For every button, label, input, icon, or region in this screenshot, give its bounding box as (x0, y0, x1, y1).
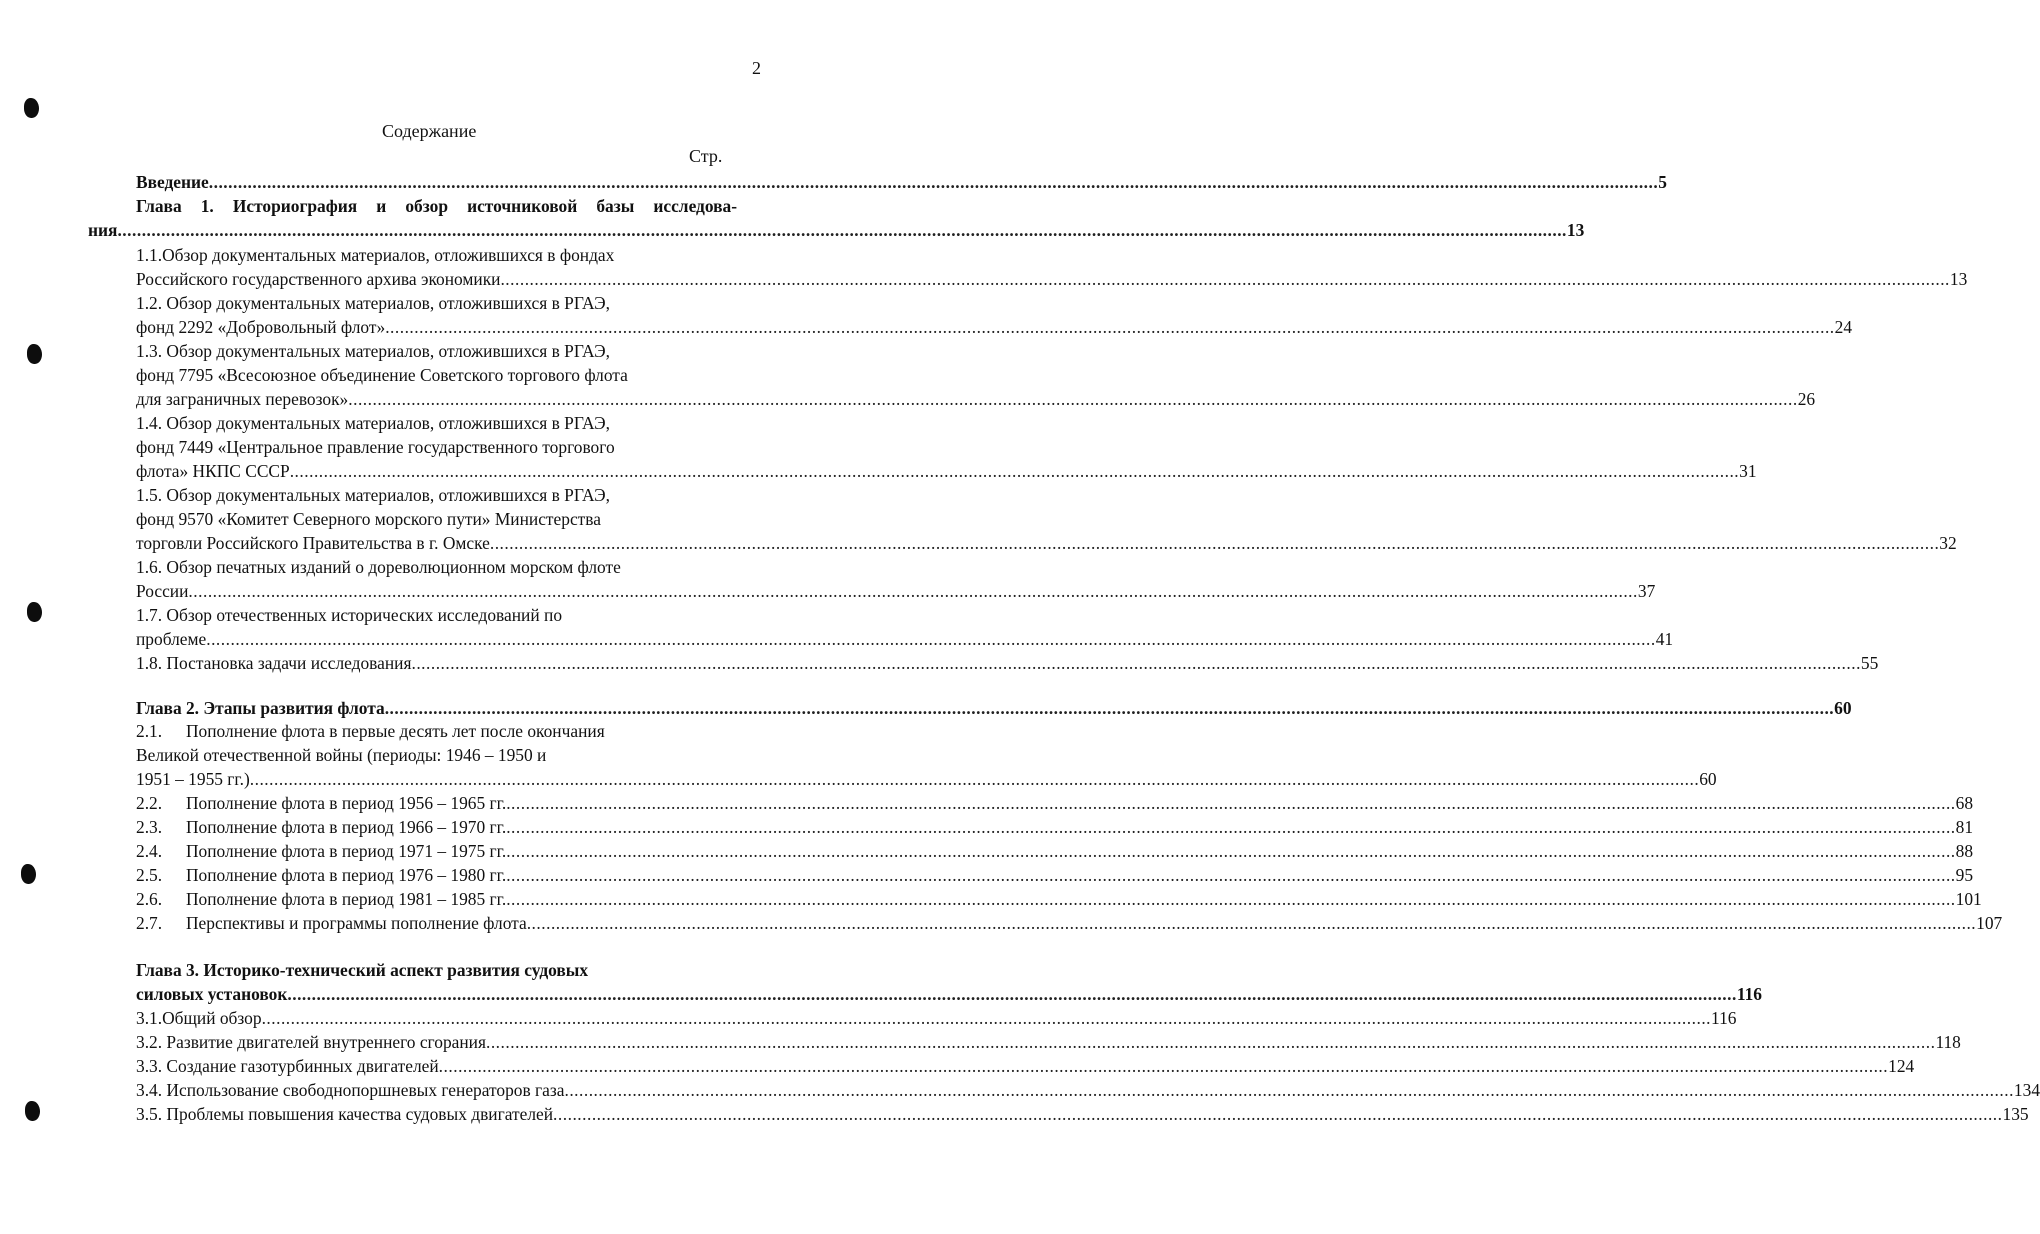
leader-dots: ........................................................................................................................................................................................................................................................................................................... (526, 913, 1977, 933)
toc-entry-text: 3.3. Создание газотурбинных двигателей (136, 1056, 439, 1076)
toc-page-number: 107 (1976, 913, 2003, 933)
punch-hole (21, 864, 36, 884)
toc-page-number: 60 (1834, 698, 1852, 718)
toc-entry-1-7[interactable]: 1.7. Обзор отечественных исторических исследований по (136, 605, 563, 625)
toc-entry-number: 2.7. (136, 913, 163, 933)
toc-entry-3-1[interactable] (136, 1006, 1737, 1030)
chapter-3-heading[interactable]: Глава 3. Историко-технический аспект развития судовых (136, 960, 589, 980)
toc-page-number: 81 (1955, 817, 1974, 837)
toc-entry-3-2[interactable] (136, 1030, 1961, 1054)
chapter-2-heading[interactable] (136, 696, 1852, 720)
toc-page-number: 88 (1955, 841, 1974, 861)
toc-entry-1-5[interactable]: 1.5. Обзор документальных материалов, отложившихся в РГАЭ, (136, 485, 610, 505)
toc-entry-number: 2.5. (136, 865, 163, 885)
toc-entry-text: фонд 2292 «Добровольный флот» (136, 317, 386, 337)
leader-dots: ........................................................................................................................................................................................................................................................................................................... (117, 220, 1567, 240)
chapter-1-heading[interactable]: Глава 1. Историография и обзор источниковой базы исследова- (136, 196, 737, 216)
toc-entry-2-1-line2: Великой отечественной войны (периоды: 1946 – 1950 и (136, 745, 547, 765)
toc-page-number: 41 (1655, 629, 1674, 649)
leader-dots: ........................................................................................................................................................................................................................................................................................................... (500, 269, 1950, 289)
toc-entry-text: ния (88, 220, 118, 240)
leader-dots: ........................................................................................................................................................................................................................................................................................................... (385, 317, 1835, 337)
leader-dots: ........................................................................................................................................................................................................................................................................................................... (506, 889, 1956, 909)
toc-page-number: 31 (1739, 461, 1757, 481)
toc-entry-3-4[interactable] (136, 1078, 2040, 1102)
toc-entry-text: Пополнение флота в период 1971 – 1975 гг. (186, 841, 507, 861)
toc-entry-1-3-line2: фонд 7795 «Всесоюзное объединение Советского торгового флота (136, 365, 628, 385)
toc-entry-2-3[interactable] (136, 815, 1974, 839)
toc-entry-text: Пополнение флота в период 1956 – 1965 гг. (186, 793, 507, 813)
leader-dots: ........................................................................................................................................................................................................................................................................................................... (506, 865, 1956, 885)
toc-entry-1-8[interactable] (136, 651, 1879, 675)
punch-hole (27, 602, 42, 622)
punch-hole (27, 344, 42, 364)
leader-dots: ........................................................................................................................................................................................................................................................................................................... (506, 841, 1956, 861)
leader-dots: ........................................................................................................................................................................................................................................................................................................... (249, 769, 1700, 789)
toc-entry-2-1-cont[interactable] (136, 767, 1717, 791)
chapter-3-heading-cont[interactable] (136, 982, 1762, 1006)
toc-entry-1-2-cont[interactable] (136, 315, 1853, 339)
toc-entry-text: Пополнение флота в период 1976 – 1980 гг. (186, 865, 507, 885)
toc-entry-text: 3.1.Общий обзор (136, 1008, 262, 1028)
toc-entry-text: для заграничных перевозок» (136, 389, 349, 409)
toc-page-number: 116 (1736, 984, 1762, 1004)
toc-entry-1-3[interactable]: 1.3. Обзор документальных материалов, отложившихся в РГАЭ, (136, 341, 610, 361)
toc-entry-1-6[interactable]: 1.6. Обзор печатных изданий о дореволюционном морском флоте (136, 557, 621, 577)
leader-dots: ........................................................................................................................................................................................................................................................................................................... (506, 817, 1956, 837)
toc-entry-1-6-cont[interactable] (136, 579, 1656, 603)
leader-dots: ........................................................................................................................................................................................................................................................................................................... (564, 1080, 2014, 1100)
toc-page-number: 13 (1566, 220, 1585, 240)
toc-entry-text: Перспективы и программы пополнение флота (186, 913, 527, 933)
toc-entry-2-2[interactable] (136, 791, 1974, 815)
toc-entry-1-4-cont[interactable] (136, 459, 1757, 483)
toc-page-number: 101 (1955, 889, 1982, 909)
toc-entry-text: Введение (136, 172, 209, 192)
leader-dots: ........................................................................................................................................................................................................................................................................................................... (411, 653, 1861, 673)
toc-entry-text: торговли Российского Правительства в г. Омске (136, 533, 490, 553)
page-title: Содержание (382, 121, 477, 141)
toc-entry-2-4[interactable] (136, 839, 1974, 863)
toc-entry-text: 1951 – 1955 гг.) (136, 769, 250, 789)
toc-entry-text: России (136, 581, 189, 601)
toc-page-number: 55 (1860, 653, 1879, 673)
toc-page-number: 116 (1711, 1008, 1737, 1028)
toc-entry-text: Пополнение флота в период 1981 – 1985 гг. (186, 889, 507, 909)
chapter-1-heading-cont[interactable] (88, 218, 1585, 242)
toc-page-number: 60 (1699, 769, 1717, 789)
toc-page-number: 135 (2002, 1104, 2029, 1124)
toc-entry-number: 2.4. (136, 841, 163, 861)
toc-entry-1-3-cont[interactable] (136, 387, 1816, 411)
toc-entry-2-1[interactable] (136, 719, 605, 743)
toc-entry-text: Пополнение флота в первые десять лет после окончания (186, 721, 605, 741)
punch-hole (25, 1101, 40, 1121)
toc-entry-3-3[interactable] (136, 1054, 1915, 1078)
toc-page-number: 32 (1939, 533, 1957, 553)
leader-dots: ........................................................................................................................................................................................................................................................................................................... (506, 793, 1956, 813)
toc-entry-number: 2.3. (136, 817, 163, 837)
leader-dots: ........................................................................................................................................................................................................................................................................................................... (289, 461, 1740, 481)
toc-entry-number: 2.1. (136, 721, 163, 741)
toc-entry-1-5-line2: фонд 9570 «Комитет Северного морского пути» Министерства (136, 509, 601, 529)
toc-entry-text: флота» НКПС СССР (136, 461, 290, 481)
leader-dots: ........................................................................................................................................................................................................................................................................................................... (438, 1056, 1889, 1076)
leader-dots: ........................................................................................................................................................................................................................................................................................................... (384, 698, 1835, 718)
toc-entry-text: 3.2. Развитие двигателей внутреннего сгорания (136, 1032, 486, 1052)
toc-entry-text: силовых установок (136, 984, 288, 1004)
toc-page-number: 95 (1955, 865, 1974, 885)
toc-page-number: 24 (1834, 317, 1853, 337)
toc-page-number: 124 (1888, 1056, 1915, 1076)
leader-dots: ........................................................................................................................................................................................................................................................................................................... (208, 172, 1659, 192)
toc-entry-text: Глава 2. Этапы развития флота (136, 698, 385, 718)
toc-entry-text: 3.5. Проблемы повышения качества судовых двигателей (136, 1104, 554, 1124)
toc-entry-2-5[interactable] (136, 863, 1974, 887)
page-column-label: Стр. (689, 146, 723, 166)
toc-page-number: 5 (1658, 172, 1667, 192)
leader-dots: ........................................................................................................................................................................................................................................................................................................... (206, 629, 1656, 649)
toc-entry-1-2[interactable]: 1.2. Обзор документальных материалов, отложившихся в РГАЭ, (136, 293, 610, 313)
leader-dots: ........................................................................................................................................................................................................................................................................................................... (553, 1104, 2003, 1124)
leader-dots: ........................................................................................................................................................................................................................................................................................................... (489, 533, 1940, 553)
toc-entry-text: Российского государственного архива экономики (136, 269, 501, 289)
toc-page-number: 68 (1955, 793, 1974, 813)
toc-entry-intro[interactable] (136, 170, 1667, 194)
toc-entry-1-7-cont[interactable] (136, 627, 1674, 651)
toc-page-number: 26 (1797, 389, 1816, 409)
toc-entry-text: проблеме (136, 629, 207, 649)
leader-dots: ........................................................................................................................................................................................................................................................................................................... (348, 389, 1798, 409)
toc-entry-2-7[interactable] (136, 911, 2003, 935)
toc-page-number: 37 (1637, 581, 1656, 601)
toc-page-number: 134 (2013, 1080, 2040, 1100)
toc-entry-1-4-line2: фонд 7449 «Центральное правление государственного торгового (136, 437, 615, 457)
toc-entry-1-1[interactable]: 1.1.Обзор документальных материалов, отложившихся в фондах (136, 245, 615, 265)
toc-page-number: 118 (1935, 1032, 1961, 1052)
toc-entry-3-5[interactable] (136, 1102, 2029, 1126)
toc-entry-text: Пополнение флота в период 1966 – 1970 гг. (186, 817, 507, 837)
toc-entry-text: 3.4. Использование свободнопоршневых генераторов газа (136, 1080, 565, 1100)
toc-entry-text: 1.8. Постановка задачи исследования (136, 653, 412, 673)
leader-dots: ........................................................................................................................................................................................................................................................................................................... (261, 1008, 1712, 1028)
leader-dots: ........................................................................................................................................................................................................................................................................................................... (287, 984, 1737, 1004)
punch-hole (24, 98, 39, 118)
toc-entry-1-4[interactable]: 1.4. Обзор документальных материалов, отложившихся в РГАЭ, (136, 413, 610, 433)
toc-entry-1-5-cont[interactable] (136, 531, 1957, 555)
toc-entry-number: 2.2. (136, 793, 163, 813)
page-number: 2 (752, 58, 761, 78)
leader-dots: ........................................................................................................................................................................................................................................................................................................... (188, 581, 1638, 601)
leader-dots: ........................................................................................................................................................................................................................................................................................................... (485, 1032, 1936, 1052)
toc-entry-2-6[interactable] (136, 887, 1982, 911)
toc-entry-number: 2.6. (136, 889, 163, 909)
toc-page-number: 13 (1949, 269, 1968, 289)
toc-entry-1-1-cont[interactable] (136, 267, 1968, 291)
